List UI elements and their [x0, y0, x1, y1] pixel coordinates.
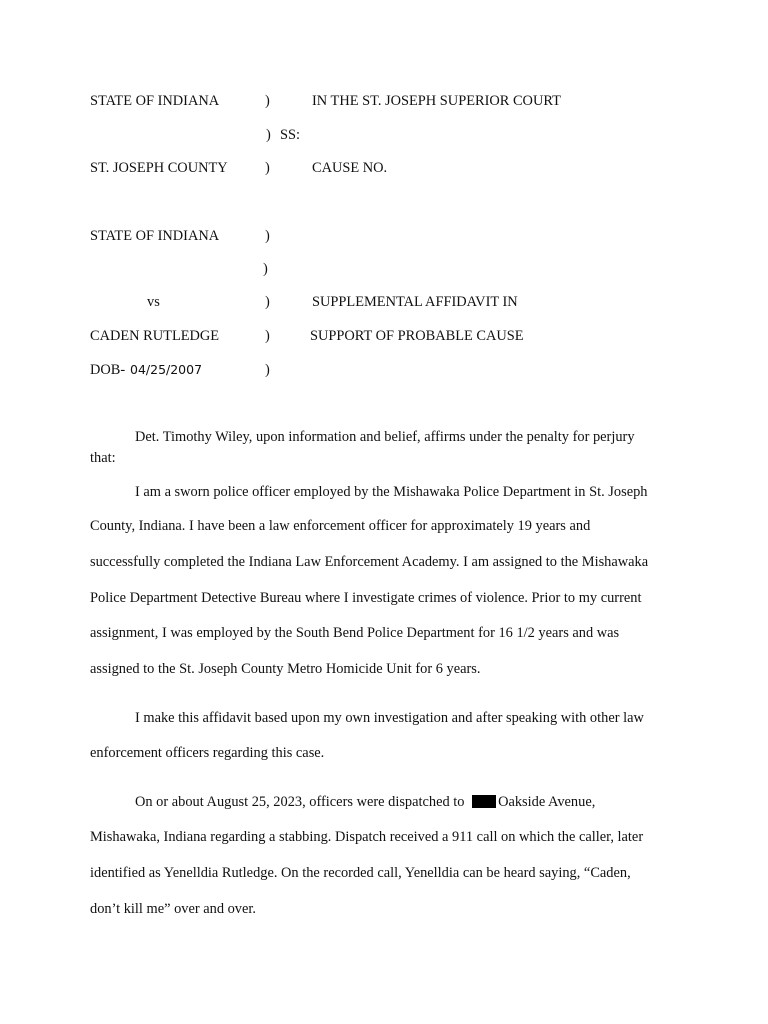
caption-paren: ): [266, 127, 271, 143]
caption-county-label: ST. JOSEPH COUNTY: [90, 160, 228, 176]
paragraph-line: County, Indiana. I have been a law enforcement officer for approximately 19 years and: [90, 518, 591, 534]
paragraph-text: On or about August 25, 2023, officers were dispatched to: [135, 794, 465, 810]
paragraph-line: successfully completed the Indiana Law Enforcement Academy. I am assigned to the Mishawaka: [90, 554, 649, 570]
caption-paren: ): [265, 160, 270, 176]
versus-label: vs: [147, 294, 160, 310]
document-title-line1: SUPPLEMENTAL AFFIDAVIT IN: [312, 294, 518, 310]
cause-number-label: CAUSE NO.: [312, 160, 388, 176]
caption-paren: ): [265, 228, 270, 244]
ss-label: SS:: [280, 127, 301, 143]
caption-state-label: STATE OF INDIANA: [90, 93, 220, 109]
paragraph-line: [135, 795, 595, 809]
plaintiff-name: STATE OF INDIANA: [90, 228, 220, 244]
document-title-line2: SUPPORT OF PROBABLE CAUSE: [310, 328, 524, 344]
paragraph-line: assignment, I was employed by the South Bend Police Department for 16 1/2 years and was: [90, 625, 620, 641]
paragraph-line: enforcement officers regarding this case.: [90, 745, 325, 761]
dob-value: 04/25/2007: [130, 362, 203, 377]
redaction-block: [472, 795, 496, 808]
paragraph-line: Police Department Detective Bureau where I investigate crimes of violence. Prior to my current: [90, 590, 642, 606]
intro-line: that:: [90, 450, 116, 466]
defendant-name: CADEN RUTLEDGE: [90, 328, 220, 344]
paragraph-line: I am a sworn police officer employed by the Mishawaka Police Department in St. Joseph: [135, 484, 648, 500]
paragraph-text: Oakside Avenue,: [498, 794, 596, 810]
caption-paren: ): [265, 93, 270, 109]
court-name: IN THE ST. JOSEPH SUPERIOR COURT: [312, 93, 561, 109]
dob-label: DOB-: [90, 362, 126, 378]
paragraph-line: Mishawaka, Indiana regarding a stabbing. Dispatch received a 911 call on which the caller, later: [90, 829, 644, 845]
intro-line: Det. Timothy Wiley, upon information and belief, affirms under the penalty for perjury: [135, 429, 635, 445]
paragraph-line: don’t kill me” over and over.: [90, 901, 256, 917]
caption-paren: ): [263, 261, 268, 277]
caption-paren: ): [265, 362, 270, 378]
paragraph-line: I make this affidavit based upon my own investigation and after speaking with other law: [135, 710, 644, 726]
caption-paren: ): [265, 328, 270, 344]
paragraph-line: identified as Yenelldia Rutledge. On the recorded call, Yenelldia can be heard saying, “Caden,: [90, 865, 631, 881]
paragraph-line: assigned to the St. Joseph County Metro Homicide Unit for 6 years.: [90, 661, 481, 677]
caption-paren: ): [265, 294, 270, 310]
